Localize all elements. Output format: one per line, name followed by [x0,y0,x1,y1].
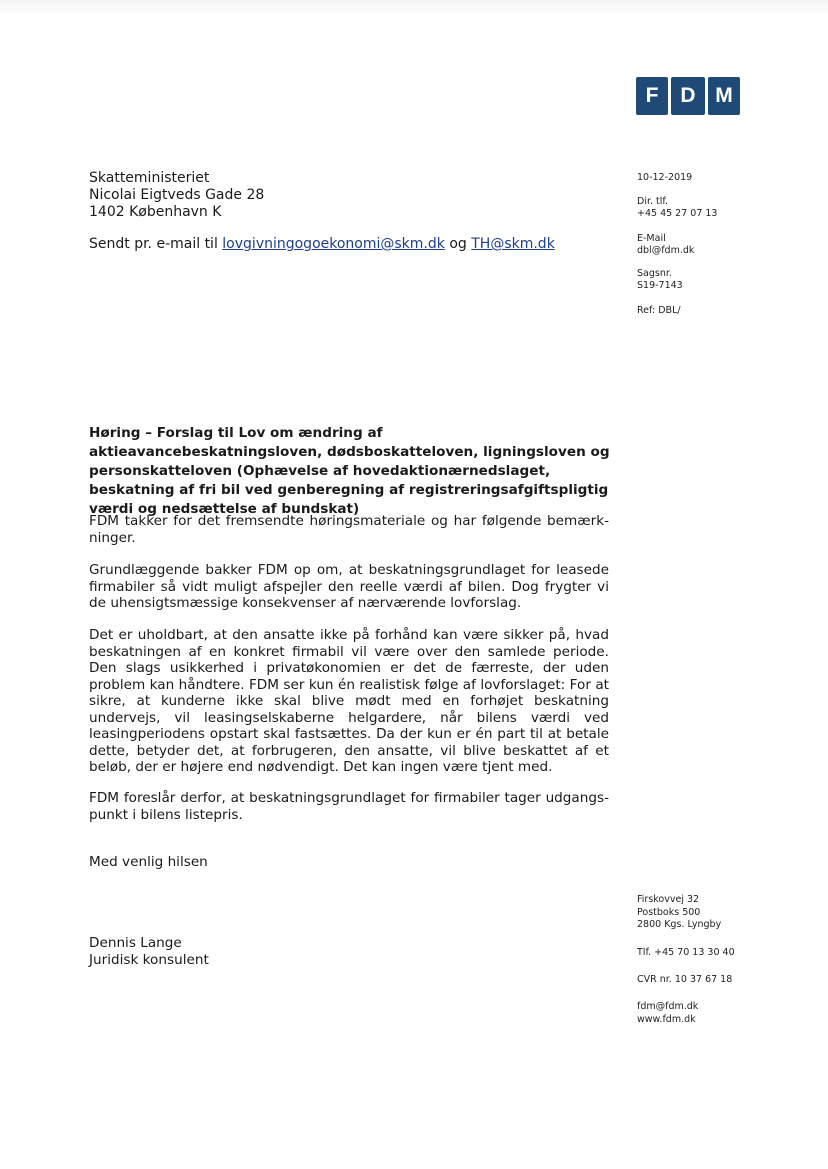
logo-letter-f: F [636,77,668,115]
footer-cvr: CVR nr. 10 37 67 18 [637,974,733,985]
closing-greeting: Med venlig hilsen [89,854,208,870]
letter-subject-heading: Høring – Forslag til Lov om ændring af aktieavancebeskatningsloven, dødsboskatteloven, ligningsloven og personskatteloven (Ophævelse af hovedaktionærnedslaget, beskatning af fri bil ved genberegning af registreringsafgiftspligtig værdi og nedsættelse af bundskat) [89,425,610,517]
direct-phone-label: Dir. tlf. [637,196,669,207]
signer-name: Dennis Lange [89,935,182,951]
paragraph-3: Det er uholdbart, at den ansatte ikke på forhånd kan være sikker på, hvad beskatningen af en konkret firmabil vil være over den samlede periode. Den slags usikkerhed i privatøkonomien er det de færreste, der uden problem kan håndtere. FDM ser kun én realistisk følge af lovforslaget: For at sikre, at kunderne ikke skal blive mødt med en forhøjet beskatning undervejs, vil leasingselskaberne helgardere, når bilens værdi ved leasingperiodens opstart skal fastsættes. Da der kun er én part til at betale dette, betyder det, at forbrugeren, den ansatte, vil blive beskattet af et beløb, der er højere end nødvendigt. Det kan ingen være tjent med. [89,627,609,775]
sent-by-email-line [89,236,555,253]
logo-letter-m: M [708,77,740,115]
fdm-logo [636,77,740,115]
recipient-address [89,170,264,221]
sent-joiner: og [444,236,472,252]
email-link-th[interactable]: TH@skm.dk [471,236,555,252]
recipient-city: 1402 København K [89,204,222,220]
scan-top-band [0,0,828,16]
case-number-label: Sagsnr. [637,268,672,279]
recipient-street: Nicolai Eigtveds Gade 28 [89,187,265,203]
signer-title: Juridisk konsulent [89,952,209,968]
signature-block [89,935,209,969]
email-link-lovgivning[interactable]: lovgivningogoekonomi@skm.dk [222,236,445,252]
footer-web[interactable]: www.fdm.dk [637,1013,696,1025]
paragraph-4: FDM foreslår derfor, at beskatningsgrundlaget for firmabiler tager udgangspunkt i bilens listepris. [89,790,609,823]
letter-date: 10-12-2019 [637,172,693,183]
paragraph-2: Grundlæggende bakker FDM op om, at beskatningsgrundlaget for leasede firmabiler så vidt muligt afspejler den reelle værdi af bilen. Dog frygter vi de uhensigtsmæssige konsekvenser af nærværende lovforslag. [89,562,609,611]
sent-prefix: Sendt pr. e-mail til [89,236,223,252]
email-value: dbl@fdm.dk [637,245,695,256]
footer-phone: Tlf. +45 70 13 30 40 [637,947,735,958]
direct-phone-value: +45 45 27 07 13 [637,208,718,219]
case-number-block [637,268,683,292]
recipient-name: Skatteministeriet [89,170,210,186]
paragraph-1: FDM takker for det fremsendte høringsmateriale og har følgende bemærkninger. [89,513,609,546]
logo-letter-d: D [671,77,705,115]
footer-city: 2800 Kgs. Lyngby [637,919,722,930]
footer-address [637,894,721,932]
case-number-value: S19-7143 [637,280,683,291]
reference: Ref: DBL/ [637,305,681,316]
email-block [637,233,694,257]
footer-email[interactable]: fdm@fdm.dk [637,1001,699,1012]
footer-street: Firskovvej 32 [637,894,700,905]
footer-pobox: Postboks 500 [637,906,701,918]
direct-phone-block [637,196,717,220]
footer-contact [637,1001,698,1026]
email-label: E-Mail [637,233,666,244]
